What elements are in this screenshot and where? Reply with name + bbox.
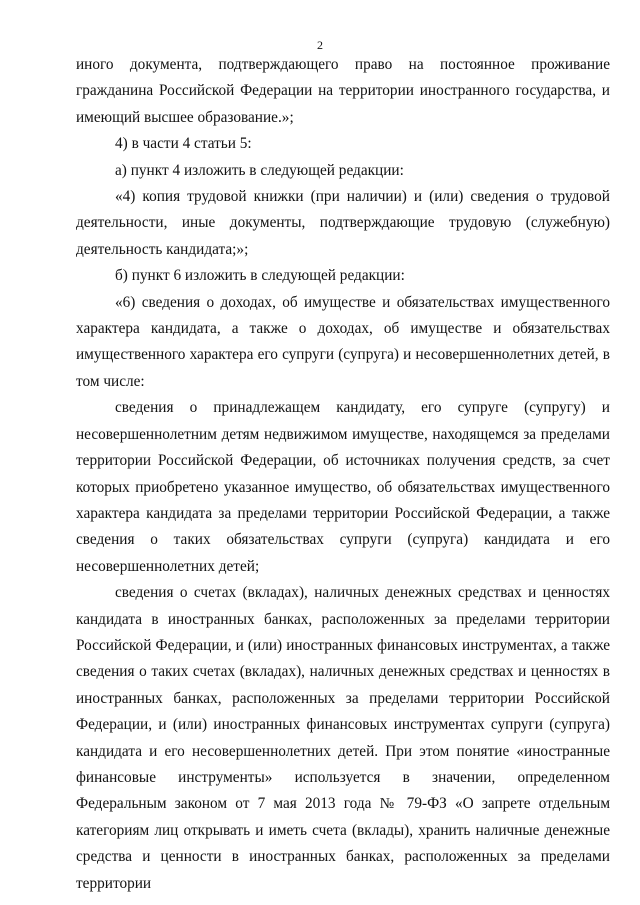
paragraph-subitem-b: б) пункт 6 изложить в следующей редакции: (115, 267, 405, 285)
paragraph-clause-4-text: «4) копия трудовой книжки (при наличии) и (или) сведения о трудовой деятельности, иные документы, подтверждающие трудовую (служебную) деятельность кандидата;»; (76, 188, 610, 258)
document-body (76, 52, 610, 897)
paragraph-item-4: 4) в части 4 статьи 5: (115, 135, 252, 153)
paragraph-accounts-info: сведения о счетах (вкладах), наличных денежных средствах и ценностях кандидата в иностранных банках, расположенных за пределами территории Российской Федерации, и (или) иностранных финансовых инструментах, а также сведения о таких счетах (вкладах), наличных денежных средствах и ценностях в иностранных банках, расположенных за пределами территории Российской Федерации, и (или) иностранных финансовых инструментах супруги (супруга) кандидата и его несовершеннолетних детей. При этом понятие «иностранные финансовые инструменты» используется в значении, определенном Федеральным законом от 7 мая 2013 года № 79-ФЗ «О запрете отдельным категориям лиц открывать и иметь счета (вклады), хранить наличные денежные средства и ценности в иностранных банках, расположенных за пределами территории (76, 584, 610, 892)
paragraph-clause-6-text: «6) сведения о доходах, об имуществе и обязательствах имущественного характера кандидата, а также о доходах, об имуществе и обязательствах имущественного характера его супруги (супруга) и несовершеннолетних детей, в том числе: (76, 293, 610, 390)
page-number: 2 (317, 38, 323, 52)
paragraph-subitem-a: а) пункт 4 изложить в следующей редакции: (115, 161, 404, 179)
paragraph-real-estate-info: сведения о принадлежащем кандидату, его супруге (супругу) и несовершеннолетним детям недвижимом имуществе, находящемся за пределами территории Российской Федерации, об источниках получения средств, за счет которых приобретено указанное имущество, об обязательствах имущественного характера кандидата за пределами территории Российской Федерации, а также сведения о таких обязательствах супруги (супруга) кандидата и его несовершеннолетних детей; (76, 399, 610, 575)
paragraph-continuation: иного документа, подтверждающего право на постоянное проживание гражданина Российской Федерации на территории иностранного государства, и имеющий высшее образование.»; (76, 56, 610, 126)
